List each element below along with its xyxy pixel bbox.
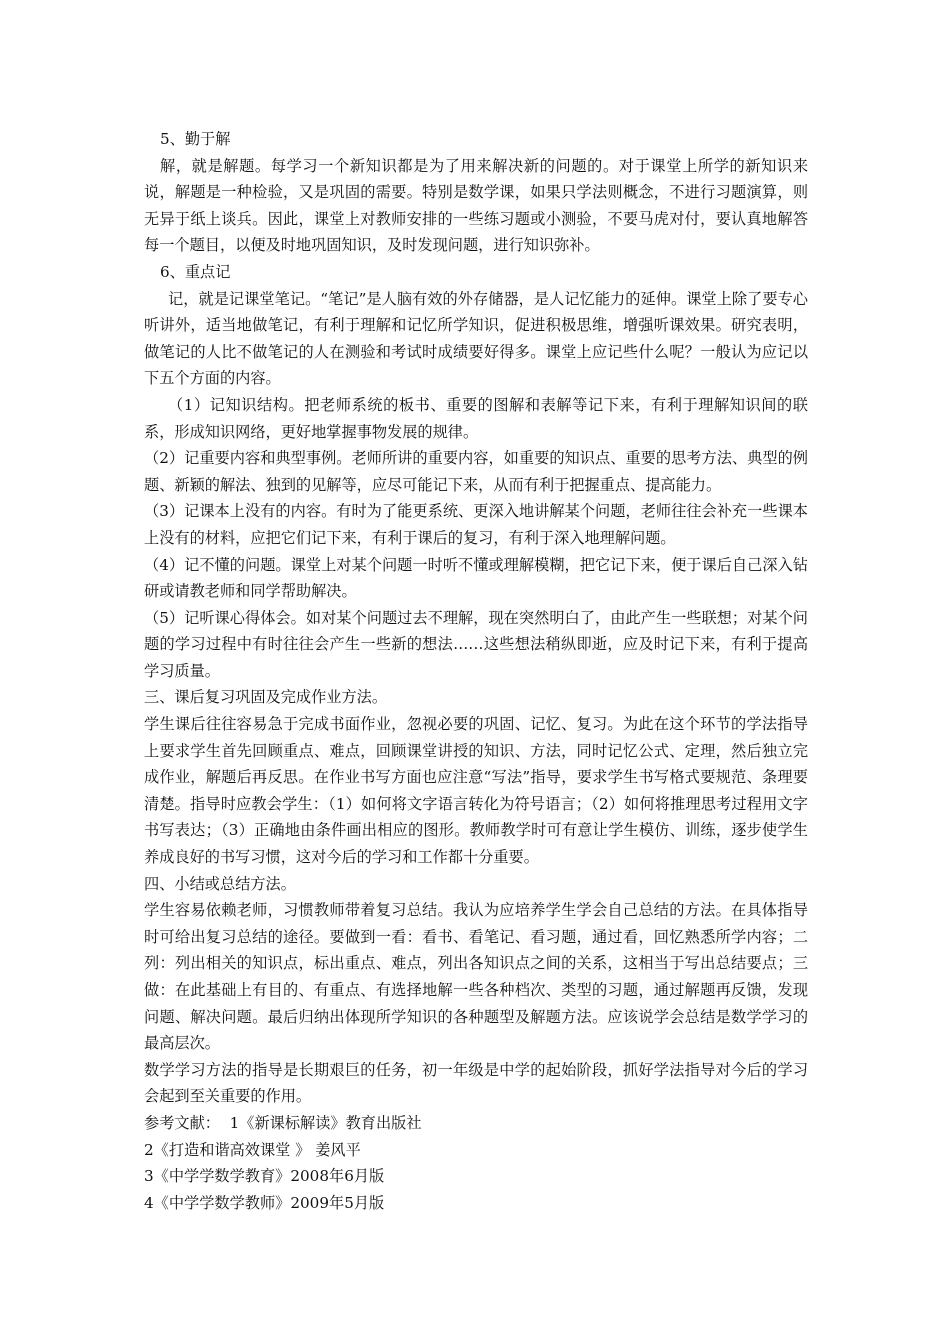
section-5-heading: 5、勤于解 [160, 130, 231, 148]
reference-item-1: 1《新课标解读》教育出版社 [229, 1113, 422, 1132]
section-6-heading: 6、重点记 [160, 262, 231, 281]
note-item-2: （2）记重要内容和典型事例。老师所讲的重要内容，如重要的知识点、重要的思考方法、典型的例题、新颖的解法、独到的见解等，应尽可能记下来，从而有利于把握重点、提高能力。 [144, 449, 808, 494]
reference-item-4: 4《中学学数学教师》2009年5月版 [144, 1193, 385, 1212]
references-label: 参考文献： [144, 1113, 220, 1132]
part-4-paragraph: 学生容易依赖老师，习惯教师带着复习总结。我认为应培养学生学会自己总结的方法。在具体指导时可给出复习总结的途径。要做到一看：看书、看笔记、看习题，通过看，回忆熟悉所学内容；二列：列出相关的知识点，标出重点、难点，列出各知识点之间的关系，这相当于写出总结要点；三做：在此基础上有目的、有重点、有选择地解一些各种档次、类型的习题，通过解题再反馈，发现问题、解决问题。最后归纳出体现所学知识的各种题型及解题方法。应该说学会总结是数学学习的最高层次。 [144, 901, 808, 1053]
part-3-paragraph: 学生课后往往容易急于完成书面作业，忽视必要的巩固、记忆、复习。为此在这个环节的学法指导上要求学生首先回顾重点、难点，回顾课堂讲授的知识、方法，同时记忆公式、定理，然后独立完成作业，解题后再反思。在作业书写方面也应注意“写法”指导，要求学生书写格式要规范、条理要清楚。指导时应教会学生：（1）如何将文字语言转化为符号语言；（2）如何将推理思考过程用文字书写表达；（3）正确地由条件画出相应的图形。教师教学时可有意让学生模仿、训练，逐步使学生养成良好的书写习惯，这对今后的学习和工作都十分重要。 [144, 715, 808, 867]
reference-item-3: 3《中学学数学教育》2008年6月版 [144, 1167, 385, 1186]
part-4-heading: 四、小结或总结方法。 [144, 874, 296, 893]
note-item-4: （4）记不懂的问题。课堂上对某个问题一时听不懂或理解模糊，把它记下来，便于课后自己深入钻研或请教老师和同学帮助解决。 [144, 555, 808, 601]
note-item-1: （1）记知识结构。把老师系统的板书、重要的图解和表解等记下来，有利于理解知识间的联系，形成知识网络，更好地掌握事物发展的规律。 [144, 395, 808, 441]
section-6-paragraph: 记，就是记课堂笔记。“笔记”是人脑有效的外存储器，是人记忆能力的延伸。课堂上除了要专心听讲外，适当地做笔记，有利于理解和记忆所学知识，促进积极思维，增强听课效果。研究表明，做笔记的人比不做笔记的人在测验和考试时成绩要好得多。课堂上应记些什么呢？一般认为应记以下五个方面的内容。 [144, 289, 808, 388]
note-item-3: （3）记课本上没有的内容。有时为了能更系统、更深入地讲解某个问题，老师往往会补充一些课本上没有的材料，应把它们记下来，有利于课后的复习，有利于深入地理解问题。 [144, 502, 808, 547]
note-item-5: （5）记听课心得体会。如对某个问题过去不理解，现在突然明白了，由此产生一些联想；对某个问题的学习过程中有时往往会产生一些新的想法……这些想法稍纵即逝，应及时记下来，有利于提高学习质量。 [144, 608, 808, 680]
part-3-heading: 三、课后复习巩固及完成作业方法。 [144, 688, 387, 707]
document-body [144, 126, 808, 1216]
reference-item-2: 2《打造和谐高效课堂 》 姜风平 [144, 1140, 361, 1159]
references-first-line [144, 1110, 808, 1137]
section-5-paragraph: 解，就是解题。每学习一个新知识都是为了用来解决新的问题的。对于课堂上所学的新知识来说，解题是一种检验，又是巩固的需要。特别是数学课，如果只学法则概念，不进行习题演算，则无异于纸上谈兵。因此，课堂上对教师安排的一些练习题或小测验，不要马虎对付，要认真地解答每一个题目，以便及时地巩固知识，及时发现问题，进行知识弥补。 [144, 156, 808, 255]
conclusion-paragraph: 数学学习方法的指导是长期艰巨的任务，初一年级是中学的起始阶段，抓好学法指导对今后的学习会起到至关重要的作用。 [144, 1060, 808, 1106]
